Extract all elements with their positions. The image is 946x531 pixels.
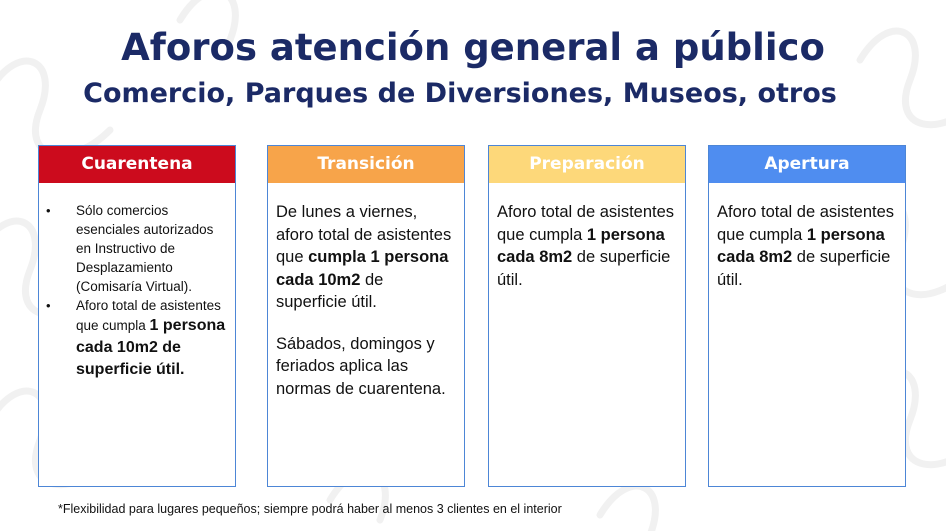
bullet-emphasis: 1 persona cada 10m2 de superficie útil.	[76, 317, 226, 378]
paragraph-emphasis: 1 persona cada 8m2	[497, 225, 665, 266]
paragraph-text: De lunes a viernes, aforo total de asistentes que	[276, 203, 452, 266]
phase-header-preparacion: Preparación	[489, 146, 685, 183]
paragraph-weekdays	[276, 201, 456, 314]
bullet-item-aforo	[47, 296, 227, 381]
phase-column-transicion	[267, 145, 465, 487]
paragraph-text: Aforo total de asistentes que cumpla	[497, 203, 675, 244]
paragraph-text: de superficie útil.	[717, 248, 891, 289]
footnote: *Flexibilidad para lugares pequeños; siempre podrá haber al menos 3 clientes en el interior	[58, 502, 562, 516]
paragraph-weekends: Sábados, domingos y feriados aplica las normas de cuarentena.	[276, 334, 446, 398]
phase-column-apertura	[708, 145, 906, 487]
phase-body-preparacion	[489, 183, 685, 291]
phase-column-cuarentena	[38, 145, 236, 487]
phase-column-preparacion	[488, 145, 686, 487]
bullet-text: Aforo total de asistentes que cumpla	[76, 298, 221, 333]
bullet-item-comercios: • Sólo comercios esenciales autorizados en Instructivo de Desplazamiento (Comisaría Virtual).	[47, 201, 227, 296]
phase-body-apertura	[709, 183, 905, 291]
paragraph-text: de superficie útil.	[497, 248, 671, 289]
phase-body-cuarentena	[39, 183, 235, 381]
phase-header-apertura: Apertura	[709, 146, 905, 183]
page-subtitle: Comercio, Parques de Diversiones, Museos, otros	[83, 78, 837, 109]
paragraph-aforo	[497, 201, 677, 291]
phase-header-cuarentena: Cuarentena	[39, 146, 235, 183]
paragraph-emphasis: 1 persona cada 8m2	[717, 225, 885, 266]
paragraph-emphasis: cumpla 1 persona cada 10m2	[276, 248, 449, 289]
paragraph-aforo	[717, 201, 897, 291]
paragraph-text: Aforo total de asistentes que cumpla	[717, 203, 895, 244]
paragraph-text: de superficie útil.	[276, 270, 384, 311]
page-title: Aforos atención general a público	[121, 26, 825, 69]
bullet-list	[47, 201, 227, 381]
phase-body-transicion	[268, 183, 464, 400]
phase-header-transicion: Transición	[268, 146, 464, 183]
